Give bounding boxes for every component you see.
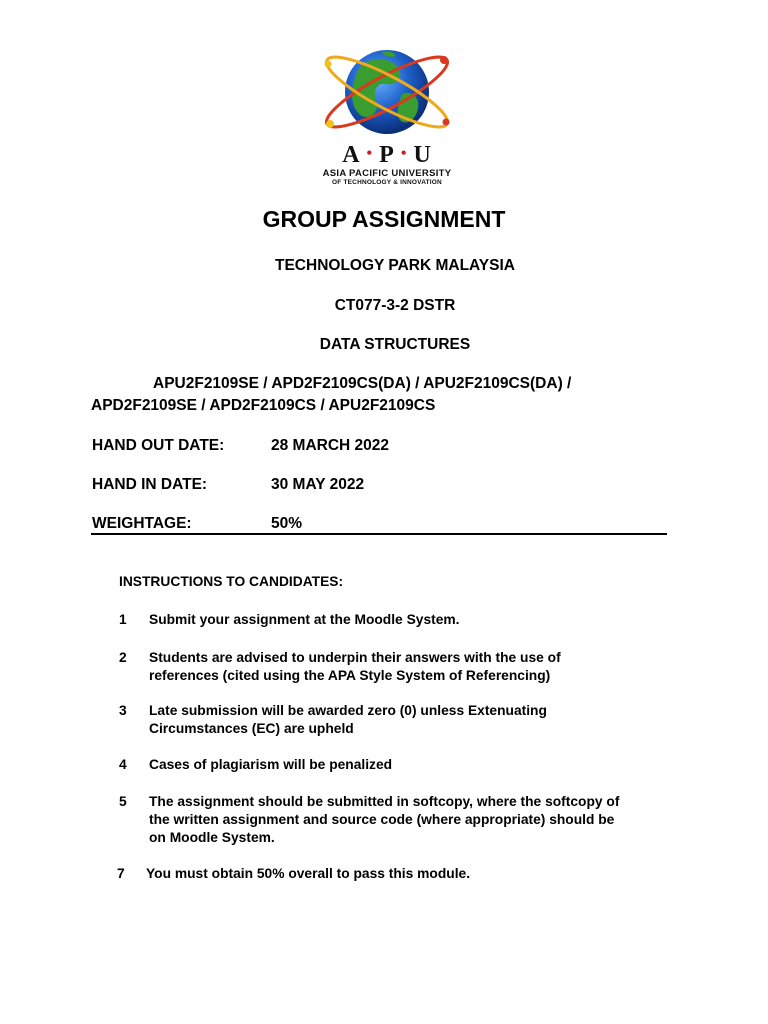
instruction-number: 7 [117,866,125,881]
instruction-text: on Moodle System. [149,830,275,845]
logo-university-subtitle: OF TECHNOLOGY & INNOVATION [332,179,442,186]
instruction-text: Submit your assignment at the Moodle System. [149,612,460,627]
intake-codes-line-2: APD2F2109SE / APD2F2109CS / APU2F2109CS [91,397,436,414]
instruction-number: 5 [119,794,127,809]
hand-out-value: 28 MARCH 2022 [271,437,390,454]
instruction-text: You must obtain 50% overall to pass this module. [146,866,471,881]
logo-university-name: ASIA PACIFIC UNIVERSITY [322,168,452,179]
hand-out-label: HAND OUT DATE: [92,437,225,454]
instruction-number: 2 [119,650,127,665]
location-heading: TECHNOLOGY PARK MALAYSIA [275,257,515,274]
instruction-text: The assignment should be submitted in softcopy, where the softcopy of [149,794,620,809]
divider-line [91,533,667,535]
instruction-text: Cases of plagiarism will be penalized [149,757,393,772]
apu-logo [312,34,462,192]
hand-in-value: 30 MAY 2022 [271,476,365,493]
intake-codes-line-1: APU2F2109SE / APD2F2109CS(DA) / APU2F2109CS(DA) / [153,375,572,392]
instruction-text: Circumstances (EC) are upheld [149,721,354,736]
instructions-heading: INSTRUCTIONS TO CANDIDATES: [119,574,344,589]
instruction-text: the written assignment and source code (where appropriate) should be [149,812,615,827]
hand-in-label: HAND IN DATE: [92,476,208,493]
instruction-text: Students are advised to underpin their answers with the use of [149,650,561,665]
module-name: DATA STRUCTURES [319,336,471,353]
weightage-label: WEIGHTAGE: [92,515,192,532]
globe-atom-icon [312,34,462,144]
instruction-text: Late submission will be awarded zero (0) unless Extenuating [149,703,547,718]
module-code: CT077-3-2 DSTR [334,297,456,314]
instruction-number: 4 [119,757,127,772]
instruction-text: references (cited using the APA Style System of Referencing) [149,668,551,683]
instruction-number: 1 [119,612,127,627]
weightage-value: 50% [271,515,303,532]
logo-letters: A • P • U [342,142,432,168]
instruction-number: 3 [119,703,127,718]
document-title: GROUP ASSIGNMENT [262,206,506,232]
